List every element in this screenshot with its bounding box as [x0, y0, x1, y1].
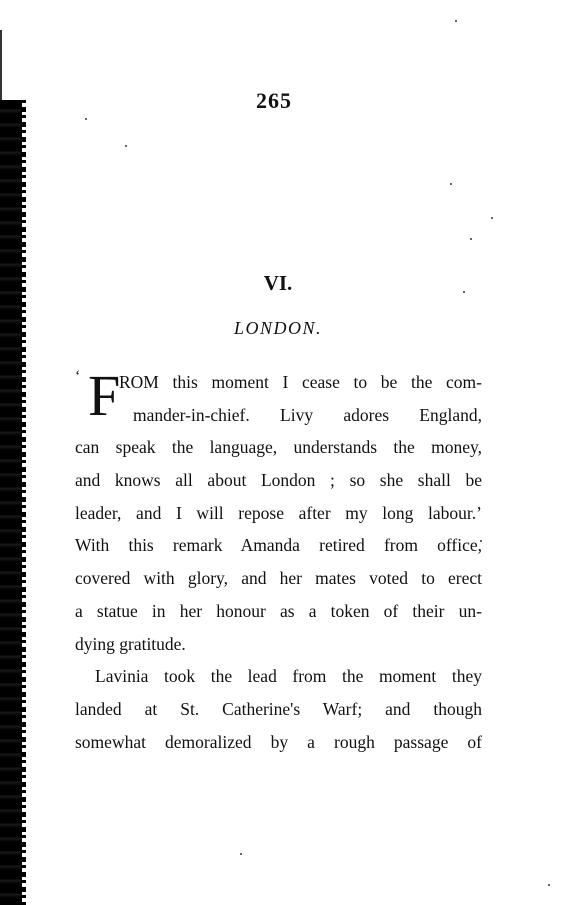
drop-cap: F [88, 363, 121, 428]
chapter-numeral: VI. [263, 271, 293, 295]
scan-speck [450, 183, 452, 185]
scan-speck [491, 217, 493, 219]
text-line: dying gratitude. [75, 633, 186, 654]
text-line: leader, and I will repose after my long labour.’ [75, 502, 482, 523]
text-line: mander-in-chief. Livy adores England, [133, 404, 482, 425]
body-text [75, 363, 482, 758]
text-line: and knows all about London ; so she shall be [75, 470, 482, 491]
page-number: 265 [256, 88, 292, 113]
scan-speck [455, 20, 457, 22]
text-line: a statue in her honour as a token of their un- [75, 600, 482, 621]
scan-speck [548, 884, 550, 886]
opening-quote: ‘ [75, 368, 81, 385]
text-line: landed at St. Catherine's Warf; and though [75, 698, 482, 719]
chapter-title: LONDON. [233, 318, 323, 338]
scan-speck [85, 118, 87, 120]
text-line: ROM this moment I cease to be the com- [119, 372, 482, 392]
text-line: can speak the language, understands the money, [75, 437, 482, 458]
text-line: somewhat demoralized by a rough passage of [75, 731, 482, 752]
text-line: Lavinia took the lead from the moment they [95, 666, 482, 687]
drop-cap-block [75, 363, 482, 431]
scan-speck [470, 238, 472, 240]
text-line: With this remark Amanda retired from office, [75, 535, 482, 556]
scan-speck [240, 853, 242, 855]
binding-edge [0, 100, 22, 905]
scan-speck [125, 145, 127, 147]
text-line: covered with glory, and her mates voted to erect [75, 568, 482, 589]
